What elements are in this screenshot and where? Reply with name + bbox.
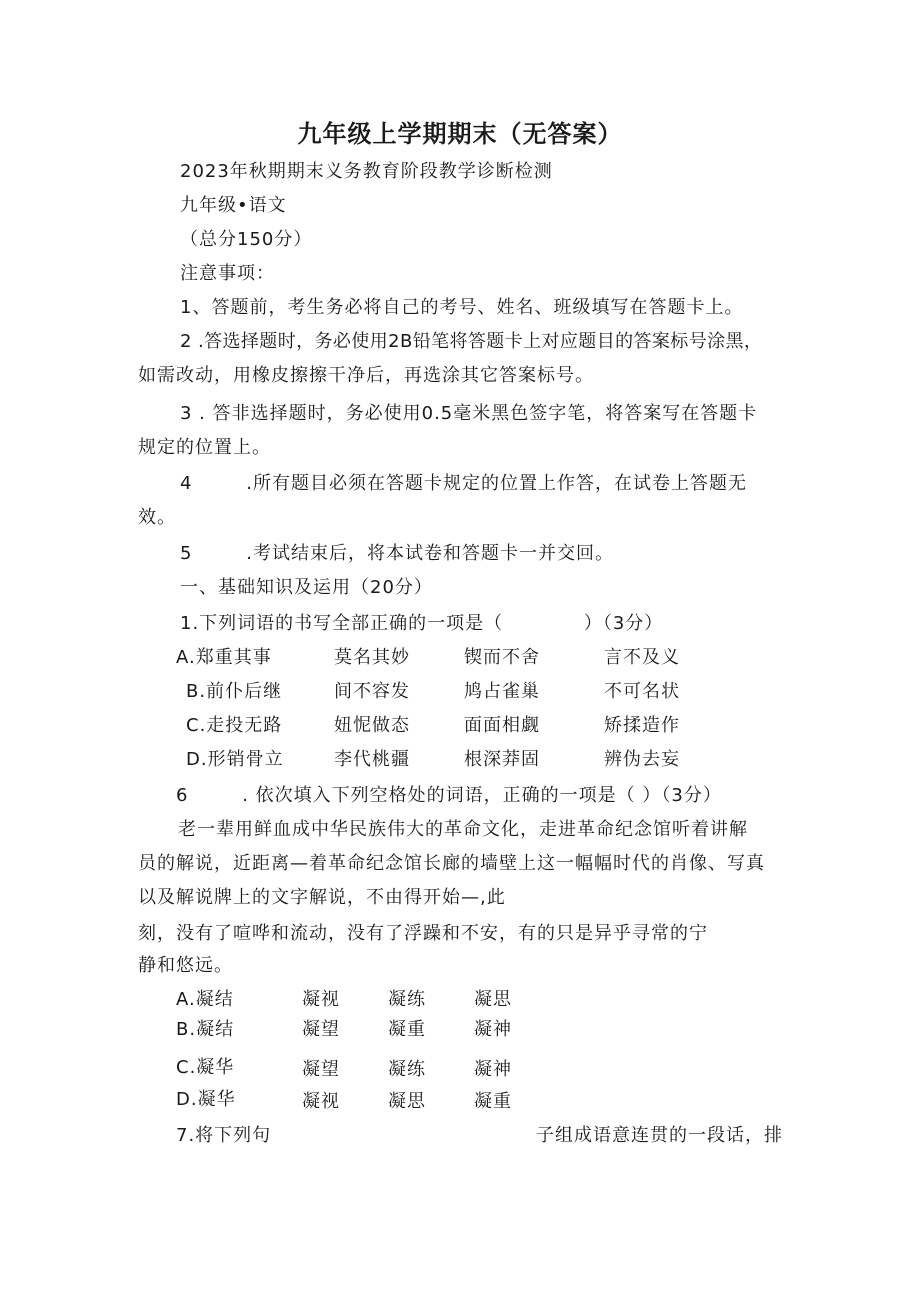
- q6-passage-line1: 老一辈用鲜血成中华民族伟大的革命文化，走进革命纪念馆听着讲解: [178, 819, 748, 840]
- q6-option-b-word4: 凝神: [474, 1019, 512, 1040]
- notice-3-line2: 规定的位置上。: [138, 437, 271, 458]
- q1-option-b-word2: 间不容发: [334, 681, 410, 702]
- q6-option-c-word2: 凝望: [302, 1059, 340, 1080]
- question-1-stem: 1.下列词语的书写全部正确的一项是（ ）（3分）: [180, 613, 664, 634]
- q6-option-d-word3: 凝思: [388, 1091, 426, 1112]
- q1-option-a-word2: 莫名其妙: [334, 647, 410, 668]
- exam-name: 2023年秋期期末义务教育阶段教学诊断检测: [180, 161, 553, 182]
- q6-option-c-word4: 凝神: [474, 1059, 512, 1080]
- notice-1: 1、答题前，考生务必将自己的考号、姓名、班级填写在答题卡上。: [180, 297, 744, 318]
- q6-passage-line5: 静和悠远。: [138, 955, 233, 976]
- q1-option-b-word3: 鸠占雀巢: [464, 681, 540, 702]
- q6-option-b-word2: 凝望: [302, 1019, 340, 1040]
- q6-option-b-word3: 凝重: [388, 1019, 426, 1040]
- q6-option-d-word2: 凝视: [302, 1091, 340, 1112]
- q1-option-c-word3: 面面相觑: [464, 715, 540, 736]
- q6-passage-line2: 员的解说，近距离—着革命纪念馆长廊的墙壁上这一幅幅时代的肖像、写真: [138, 853, 765, 874]
- q1-option-c-word4: 矫揉造作: [604, 715, 680, 736]
- notice-4-line1: 4 .所有题目必须在答题卡规定的位置上作答，在试卷上答题无: [180, 473, 747, 494]
- notice-5: 5 .考试结束后，将本试卷和答题卡一并交回。: [180, 543, 614, 564]
- q1-option-a-label: A.郑重其事: [176, 647, 272, 668]
- section-1-heading: 一、基础知识及运用（20分）: [180, 577, 433, 598]
- notice-heading: 注意事项：: [180, 263, 275, 284]
- q6-option-c-word3: 凝练: [388, 1059, 426, 1080]
- grade-subject: 九年级•语文: [180, 195, 287, 216]
- total-score: （总分150分）: [180, 229, 313, 250]
- q1-option-d-word2: 李代桃疆: [334, 749, 410, 770]
- q1-option-b-label: B.前仆后继: [186, 681, 283, 702]
- document-title: 九年级上学期期末（无答案）: [297, 120, 623, 148]
- q1-option-a-word3: 锲而不舍: [464, 647, 540, 668]
- question-7-stem-right: 子组成语意连贯的一段话，排: [536, 1125, 783, 1146]
- notice-3-line1: 3 . 答非选择题时，务必使用0.5毫米黑色签字笔，将答案写在答题卡: [180, 403, 758, 424]
- q6-option-a-word3: 凝练: [388, 989, 426, 1010]
- notice-4-line2: 效。: [138, 507, 176, 528]
- q6-option-a-word2: 凝视: [302, 989, 340, 1010]
- q1-option-d-label: D.形销骨立: [186, 749, 284, 770]
- q6-passage-line3: 以及解说牌上的文字解说，不由得开始—,此: [138, 887, 506, 908]
- q6-option-c-label: C.凝华: [176, 1057, 235, 1078]
- notice-2-line2: 如需改动，用橡皮擦擦干净后，再选涂其它答案标号。: [138, 365, 594, 386]
- q1-option-c-label: C.走投无路: [186, 715, 283, 736]
- q6-option-a-word4: 凝思: [474, 989, 512, 1010]
- q1-option-c-word2: 妞怩做态: [334, 715, 410, 736]
- q1-option-d-word3: 根深莽固: [464, 749, 540, 770]
- q6-passage-line4: 刻，没有了喧哗和流动，没有了浮躁和不安，有的只是异乎寻常的宁: [138, 923, 708, 944]
- q6-option-d-word4: 凝重: [474, 1091, 512, 1112]
- notice-2-line1: 2 .答选择题时，务必使用2B铅笔将答题卡上对应题目的答案标号涂黑，: [180, 331, 763, 352]
- question-7-stem-left: 7.将下列句: [176, 1125, 272, 1146]
- q1-option-d-word4: 辨伪去妄: [604, 749, 680, 770]
- q6-option-a-label: A.凝结: [176, 989, 234, 1010]
- q1-option-b-word4: 不可名状: [604, 681, 680, 702]
- q6-option-d-label: D.凝华: [176, 1089, 236, 1110]
- q6-option-b-label: B.凝结: [176, 1019, 235, 1040]
- q1-option-a-word4: 言不及义: [604, 647, 680, 668]
- question-6-stem: 6 . 依次填入下列空格处的词语，正确的一项是（ ）（3分）: [176, 785, 722, 806]
